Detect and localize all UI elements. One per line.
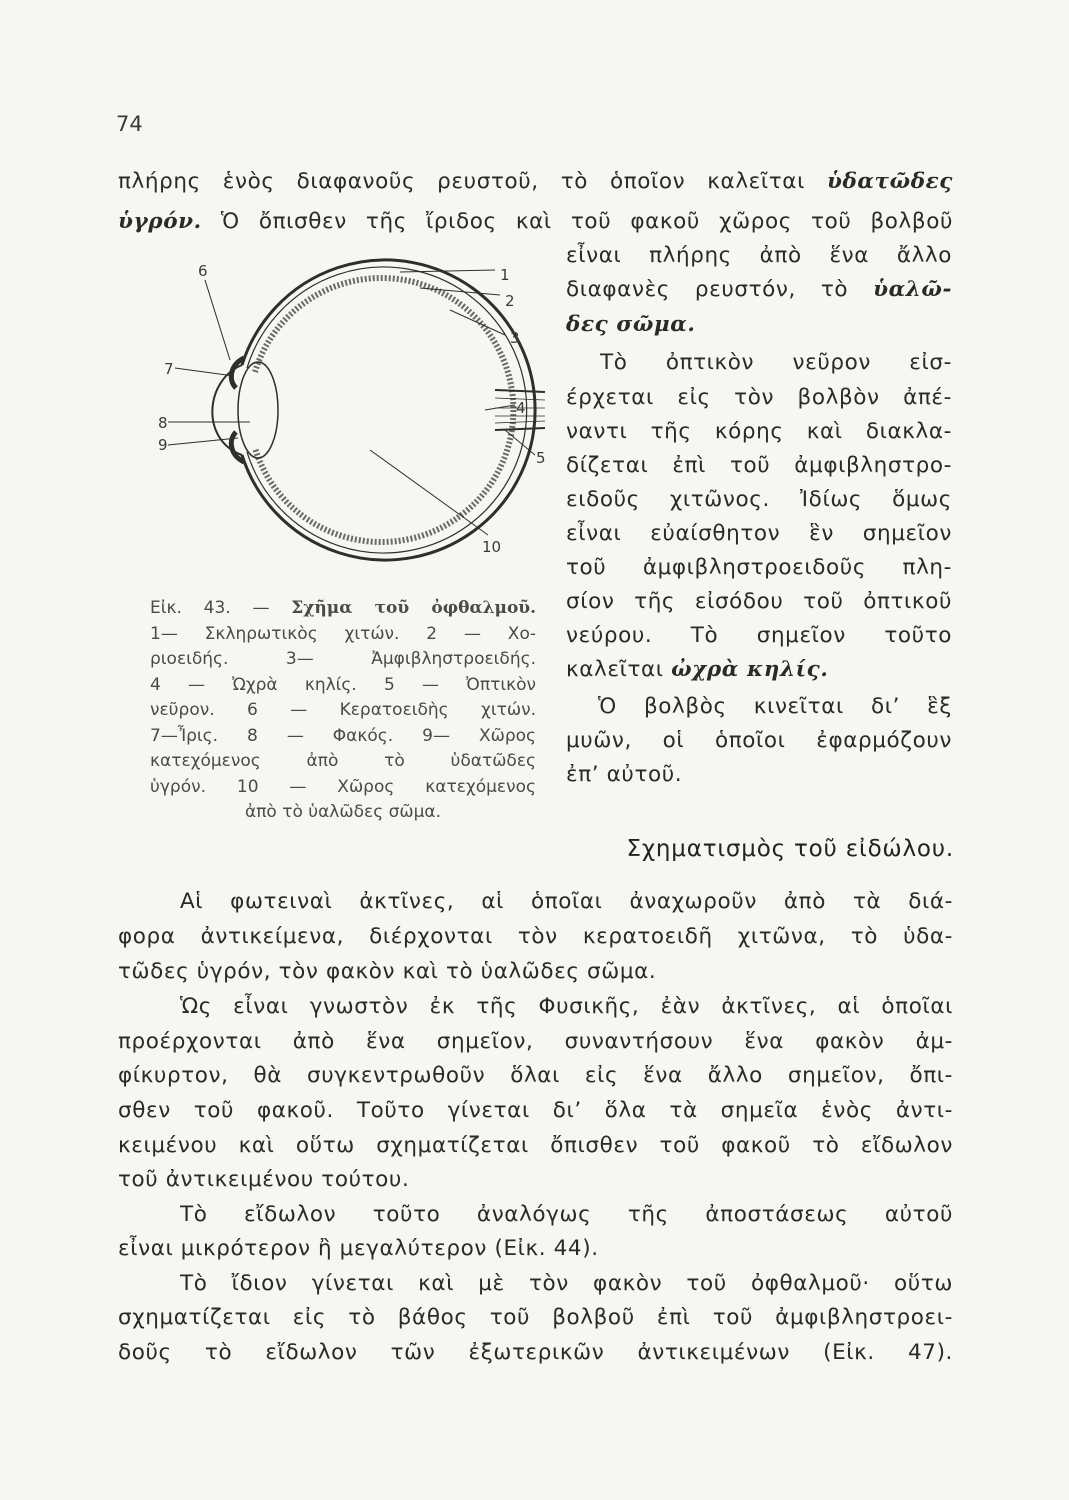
text-line: Ὡς εἶναι γνωστὸν ἐκ τῆς Φυσικῆς, ἐὰν ἀκτῖνες, αἱ ὁποῖαι	[180, 994, 953, 1019]
figure-label: 10	[482, 538, 502, 556]
leader-line	[205, 280, 230, 360]
text-line: Τὸ εἴδωλον τοῦτο ἀναλόγως τῆς ἀποστάσεως αὐτοῦ	[180, 1202, 953, 1227]
text-line: φίκυρτον, θὰ συγκεντρωθοῦν ὅλαι εἰς ἕνα ἄλλο σημεῖον, ὄπι-	[118, 1063, 953, 1088]
text-line: Τὸ ἴδιον γίνεται καὶ μὲ τὸν φακὸν τοῦ ὀφθαλμοῦ· οὕτω	[180, 1271, 953, 1296]
text-line: εἶναι μικρότερον ἢ μεγαλύτερον (Εἰκ. 44).	[118, 1236, 599, 1261]
text-line: φορα ἀντικείμενα, διέρχονται τὸν κερατοειδῆ χιτῶνα, τὸ ὑδα-	[118, 924, 953, 949]
figure-label: 9	[158, 436, 168, 454]
lens	[238, 362, 278, 458]
figure-caption-line: 1— Σκληρωτικὸς χιτών. 2 — Χο-	[150, 624, 536, 644]
figure-label: 4	[516, 399, 526, 417]
text-line: μυῶν, οἱ ὁποῖοι ἐφαρμόζουν	[566, 728, 952, 753]
figure-label: 8	[158, 414, 168, 432]
text-line: τοῦ ἀντικειμένου τούτου.	[118, 1167, 410, 1192]
page-number: 74	[116, 112, 143, 136]
figure-caption-title: Εἰκ. 43. — Σχῆμα τοῦ ὀφθαλμοῦ.	[150, 598, 536, 618]
text-line: δες σῶμα.	[566, 312, 696, 337]
text-line: πλήρης ἑνὸς διαφανοῦς ρευστοῦ, τὸ ὁποῖον καλεῖται ὑδατῶδες	[118, 169, 953, 194]
text-line: ὑγρόν. Ὁ ὄπισθεν τῆς ἴριδος καὶ τοῦ φακοῦ χῶρος τοῦ βολβοῦ	[118, 209, 953, 234]
figure-label: 5	[536, 449, 546, 467]
figure-label: 2	[505, 292, 515, 310]
figure-label: 1	[500, 266, 510, 284]
text-line: τῶδες ὑγρόν, τὸν φακὸν καὶ τὸ ὑαλῶδες σῶμα.	[118, 959, 657, 984]
text-line: σχηματίζεται εἰς τὸ βάθος τοῦ βολβοῦ ἐπὶ τοῦ ἀμφιβληστροει-	[118, 1305, 953, 1330]
text-line: δοῦς τὸ εἴδωλον τῶν ἐξωτερικῶν ἀντικειμένων (Εἰκ. 47).	[118, 1340, 953, 1365]
text-line: δίζεται ἐπὶ τοῦ ἀμφιβληστρο-	[566, 453, 952, 478]
text-line: διαφανὲς ρευστόν, τὸ ὑαλῶ-	[566, 277, 952, 302]
section-heading: Σχηματισμὸς τοῦ εἰδώλου.	[626, 836, 954, 862]
text-line: εἶναι εὐαίσθητον ἓν σημεῖον	[566, 521, 952, 546]
figure-label: 3	[510, 329, 520, 347]
figure-label: 7	[164, 360, 174, 378]
eye-diagram	[150, 250, 550, 570]
text-line: τοῦ ἀμφιβληστροειδοῦς πλη-	[566, 555, 952, 580]
text-line: σθεν τοῦ φακοῦ. Τοῦτο γίνεται δι’ ὅλα τὰ σημεῖα ἑνὸς ἀντι-	[118, 1098, 953, 1123]
text-line: Ὁ βολβὸς κινεῖται δι’ ἓξ	[598, 694, 952, 719]
figure-caption-line: κατεχόμενος ἀπὸ τὸ ὑδατῶδες	[150, 751, 536, 771]
text-line: κειμένου καὶ οὕτω σχηματίζεται ὄπισθεν τοῦ φακοῦ τὸ εἴδωλον	[118, 1133, 953, 1158]
figure-caption-line: νεῦρον. 6 — Κερατοειδὴς χιτών.	[150, 700, 536, 720]
leader-line	[175, 368, 234, 376]
figure-label: 6	[198, 262, 208, 280]
text-line: ναντι τῆς κόρης καὶ διακλα-	[566, 419, 952, 444]
retina-layer	[255, 278, 513, 542]
figure-caption-line: ριοειδής. 3— Ἀμφιβληστροειδής.	[150, 649, 536, 669]
figure-caption-line: ἀπὸ τὸ ὑαλῶδες σῶμα.	[244, 802, 442, 822]
text-line: έρχεται εἰς τὸν βολβὸν ἀπέ-	[566, 385, 952, 410]
text-line: ἐπ’ αὐτοῦ.	[566, 762, 683, 787]
text-line: σίον τῆς εἰσόδου τοῦ ὀπτικοῦ	[566, 589, 952, 614]
text-line: καλεῖται ὠχρὰ κηλίς.	[566, 657, 829, 682]
figure-caption-line: ὑγρόν. 10 — Χῶρος κατεχόμενος	[150, 777, 536, 797]
figure-caption-line: 4 — Ὠχρὰ κηλίς. 5 — Ὀπτικὸν	[150, 675, 536, 695]
text-line: εἶναι πλήρης ἀπὸ ἕνα ἄλλο	[566, 243, 952, 268]
text-line: Αἱ φωτειναὶ ἀκτῖνες, αἱ ὁποῖαι ἀναχωροῦν ἀπὸ τὰ διά-	[180, 889, 953, 914]
text-line: Τὸ ὀπτικὸν νεῦρον εἰσ-	[600, 350, 952, 375]
choroid-outline	[247, 267, 527, 553]
text-line: νεύρου. Τὸ σημεῖον τοῦτο	[566, 623, 952, 648]
text-line: προέρχονται ἀπὸ ἕνα σημεῖον, συναντήσουν ἕνα φακὸν ἀμ-	[118, 1029, 953, 1054]
figure-caption-line: 7—Ἶρις. 8 — Φακός. 9— Χῶρος	[150, 726, 536, 746]
leader-line	[370, 450, 488, 535]
leader-line	[168, 438, 238, 445]
text-line: ειδοῦς χιτῶνος. Ἰδίως ὅμως	[566, 487, 952, 512]
